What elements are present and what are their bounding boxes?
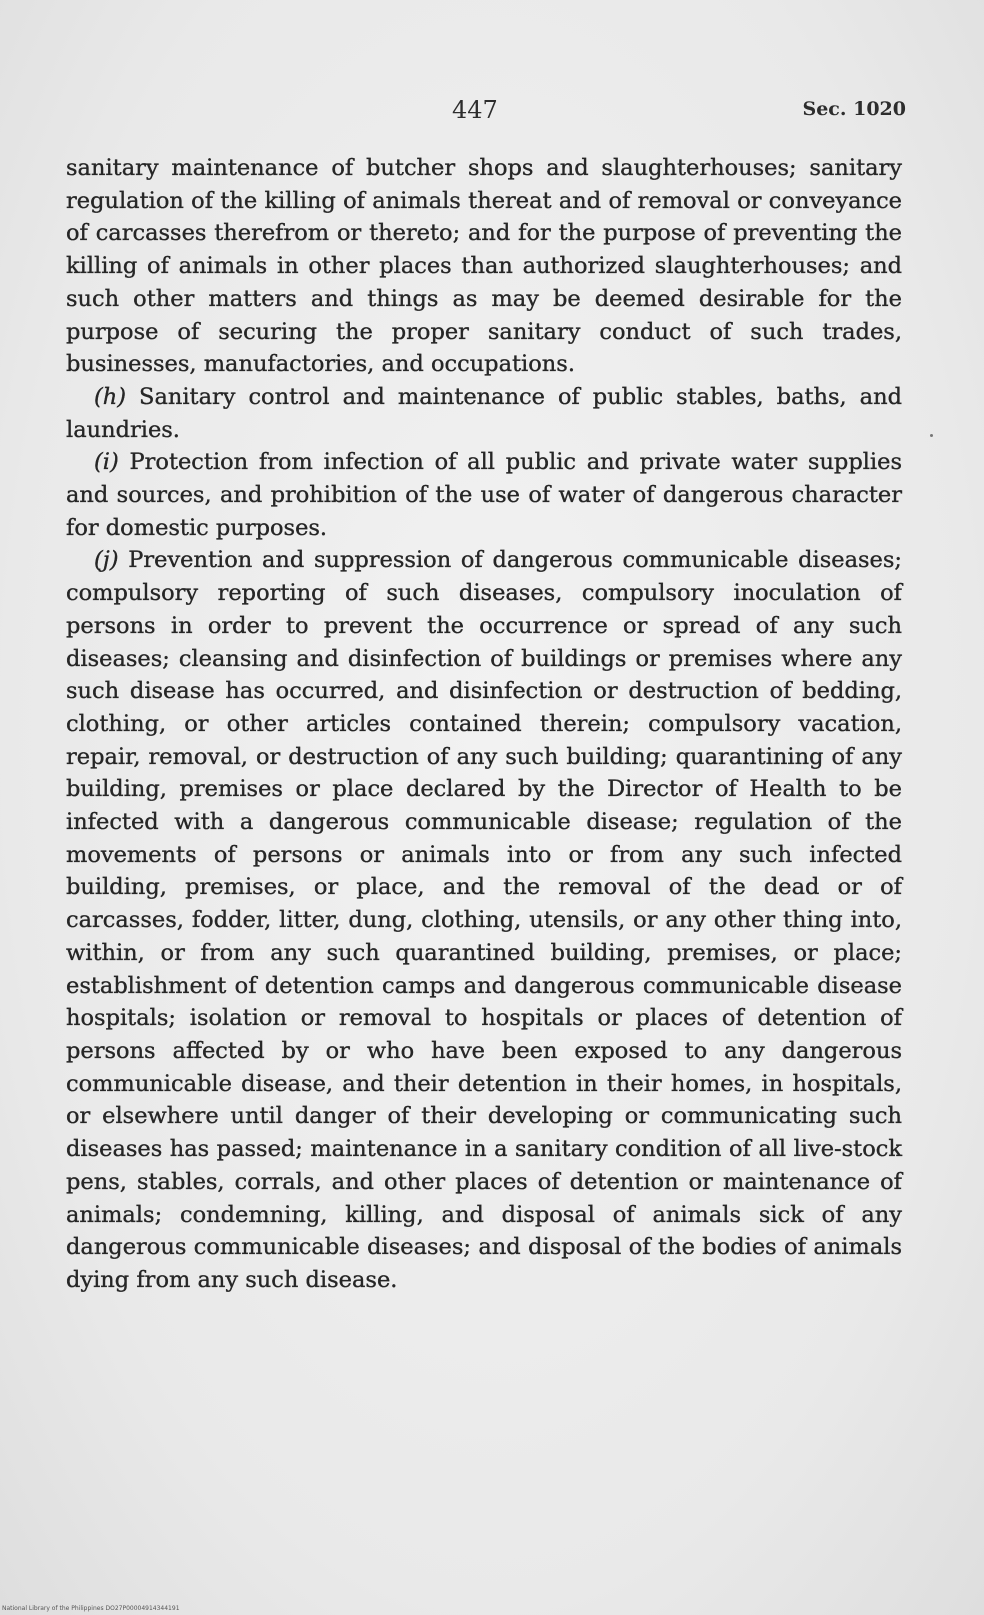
scan-footer: National Library of the Philippines DO27P00004914344191 bbox=[2, 1605, 180, 1612]
item-label-h: (h) bbox=[94, 383, 127, 410]
paragraph-h bbox=[66, 381, 902, 446]
paragraph-j-text: Prevention and suppression of dangerous communicable diseases; compulsory reporting of such diseases, compulsory inoculation of persons in order to prevent the occurrence or spread of any such diseases; cleansing and disinfection of buildings or premises where any such disease has occurred, and disinfection or destruction of bedding, clothing, or other articles contained therein; compulsory vacation, repair, removal, or destruction of any such building; quarantining of any building, premises or place declared by the Director of Health to be infected with a dangerous communicable disease; regulation of the movements of persons or animals into or from any such infected building, premises, or place, and the removal of the dead or of carcasses, fodder, litter, dung, clothing, utensils, or any other thing into, within, or from any such quarantined building, premises, or place; establishment of detention camps and dangerous communicable disease hospitals; isolation or removal to hospitals or places of detention of persons affected by or who have been exposed to any dangerous communicable disease, and their detention in their homes, in hospitals, or elsewhere until danger of their developing or communicating such diseases has passed; maintenance in a sanitary condition of all live-stock pens, stables, corrals, and other places of detention or maintenance of animals; condemning, killing, and disposal of animals sick of any dangerous communicable diseases; and disposal of the bodies of animals dying from any such disease. bbox=[66, 547, 902, 1293]
scan-speck bbox=[930, 434, 933, 437]
item-label-j: (j) bbox=[94, 547, 119, 574]
page-header bbox=[0, 96, 984, 136]
paragraph-j bbox=[66, 544, 902, 1296]
body-text bbox=[66, 152, 902, 1297]
paragraph-g-continuation: sanitary maintenance of butcher shops and slaughterhouses; sanitary regulation of the killing of animals thereat and of removal or conveyance of carcasses therefrom or thereto; and for the purpose of preventing the killing of animals in other places than authorized slaughterhouses; and such other matters and things as may be deemed desirable for the purpose of securing the proper sanitary conduct of such trades, businesses, manufactories, and occupations. bbox=[66, 155, 902, 378]
paragraph-i bbox=[66, 446, 902, 544]
section-reference: Sec. 1020 bbox=[802, 98, 906, 120]
paragraph-h-text: Sanitary control and maintenance of public stables, baths, and laundries. bbox=[66, 383, 902, 443]
item-label-i: (i) bbox=[94, 449, 119, 476]
page-number: 447 bbox=[452, 96, 498, 124]
paragraph-i-text: Protection from infection of all public and private water supplies and sources, and prohibition of the use of water of dangerous character for domestic purposes. bbox=[66, 449, 902, 541]
